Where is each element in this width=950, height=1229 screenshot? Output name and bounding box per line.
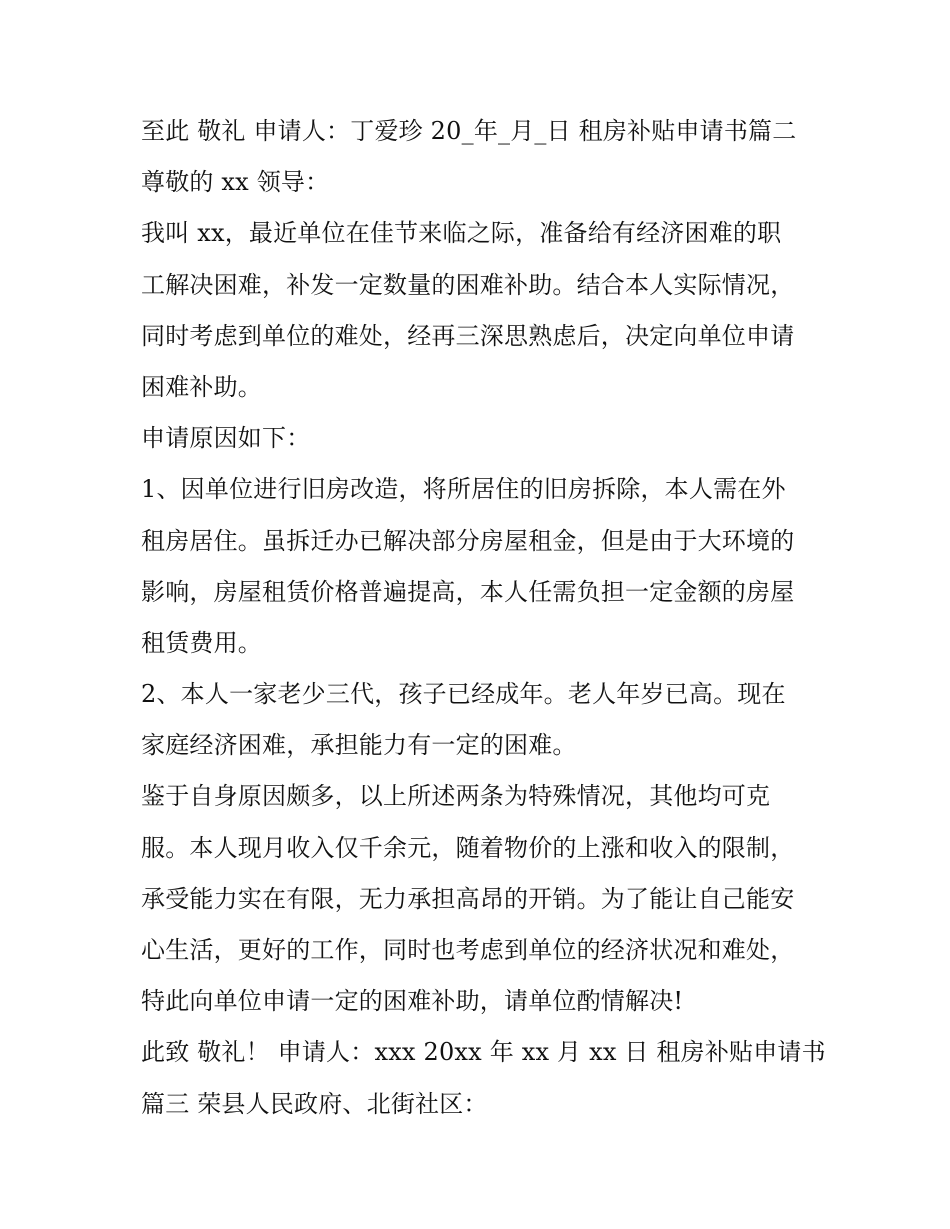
text-line: 鉴于自身原因颇多，以上所述两条为特殊情况，其他均可克	[141, 782, 771, 811]
text-line: 1、因单位进行旧房改造，将所居住的旧房拆除，本人需在外	[141, 475, 786, 504]
text-line: 特此向单位申请一定的困难补助，请单位酌情解决!	[141, 987, 684, 1016]
text-line: 心生活，更好的工作，同时也考虑到单位的经济状况和难处，	[141, 936, 795, 964]
text-line: 工解决困难，补发一定数量的困难补助。结合本人实际情况，	[141, 270, 795, 299]
text-line: 困难补助。	[141, 372, 262, 401]
text-line: 家庭经济困难，承担能力有一定的困难。	[141, 731, 577, 760]
document-body	[141, 106, 826, 1130]
text-line: 尊敬的 xx 领导：	[141, 168, 330, 197]
text-line: 篇三 荣县人民政府、北街社区：	[141, 1089, 488, 1118]
text-line: 至此 敬礼 申请人：丁爱珍 20_年_月_日 租房补贴申请书篇二	[141, 117, 797, 145]
text-line: 申请原因如下：	[141, 424, 311, 453]
text-line: 服。本人现月收入仅千余元，随着物价的上涨和收入的限制，	[141, 833, 795, 862]
text-line: 承受能力实在有限，无力承担高昂的开销。为了能让自己能安	[141, 884, 795, 913]
text-line: 租房居住。虽拆迁办已解决部分房屋租金，但是由于大环境的	[141, 526, 795, 555]
text-line: 我叫 xx，最近单位在佳节来临之际，准备给有经济困难的职	[141, 219, 782, 248]
text-line: 租赁费用。	[141, 628, 262, 657]
text-line: 同时考虑到单位的难处，经再三深思熟虑后，决定向单位申请	[141, 321, 795, 350]
text-line: 2、本人一家老少三代，孩子已经成年。老人年岁已高。现在	[141, 680, 786, 709]
text-line: 影响，房屋租赁价格普遍提高，本人任需负担一定金额的房屋	[141, 577, 795, 606]
text-line: 此致 敬礼！ 申请人：xxx 20xx 年 xx 月 xx 日 租房补贴申请书	[141, 1038, 826, 1067]
